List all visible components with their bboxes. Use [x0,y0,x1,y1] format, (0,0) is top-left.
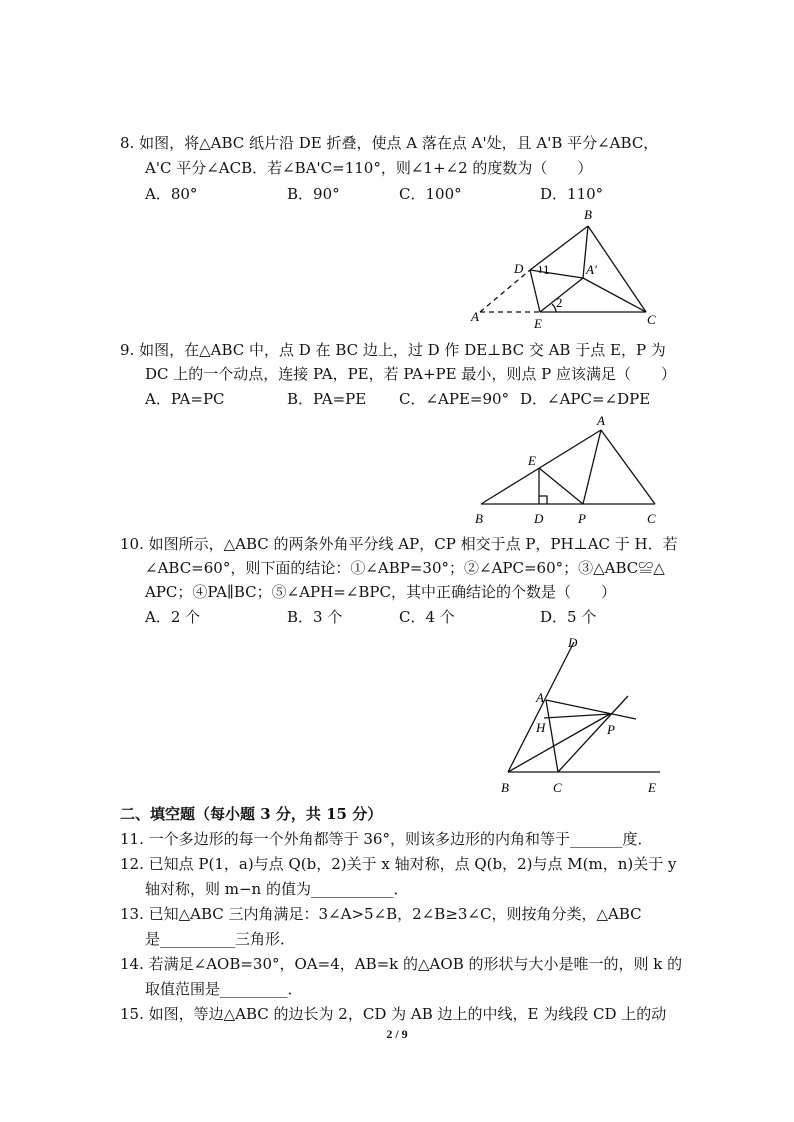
q10-option-c: C．4 个 [399,608,455,626]
q8-option-b: B．90° [287,185,340,203]
q13-line1: 13. 已知△ABC 三内角满足：3∠A>5∠B，2∠B≥3∠C，则按角分类，△ABC [120,905,642,923]
q9-label-d: D [534,511,544,526]
q10-line3: APC；④PA∥BC；⑤∠APH=∠BPC，其中正确结论的个数是（ ） [145,583,616,601]
q9-option-a: A．PA=PC [145,390,225,408]
q10-label-b: B [501,780,509,795]
q10-option-b: B．3 个 [287,608,343,626]
q8-option-d: D．110° [540,185,604,203]
q9-option-c: C．∠APE=90° [399,390,510,408]
q10-label-p: P [607,722,615,737]
q8-label-one: 1 [543,262,550,277]
q8-label-a-prime: A' [586,262,597,277]
section2-title: 二、填空题（每小题 3 分，共 15 分） [120,805,383,823]
q13-line2: 是__________三角形． [145,930,296,948]
q9-label-a: A [597,413,605,428]
q11-text: 11. 一个多边形的每一个外角都等于 36°，则该多边形的内角和等于_______度． [120,830,653,848]
q10-label-a: A [536,690,544,705]
q12-line1: 12. 已知点 P(1，a)与点 Q(b，2)关于 x 轴对称，点 Q(b，2)与点 M(m，n)关于 y [120,855,677,873]
q10-line1: 10. 如图所示，△ABC 的两条外角平分线 AP，CP 相交于点 P，PH⊥AC 于 H．若 [120,535,678,553]
q8-label-a: A [471,309,479,324]
q9-label-b: B [475,511,483,526]
q8-label-c: C [647,312,656,327]
page-number: 2 / 9 [386,1027,408,1041]
q10-figure [490,630,670,800]
q10-label-h: H [536,720,546,735]
q9-option-d: D．∠APC=∠DPE [520,390,651,408]
q10-label-c: C [553,780,562,795]
q8-line1: 8. 如图，将△ABC 纸片沿 DE 折叠，使点 A 落在点 A'处，且 A'B 平分∠ABC， [120,134,659,152]
q8-figure [460,200,670,332]
q10-label-e: E [648,780,656,795]
q8-option-a: A．80° [145,185,198,203]
q9-label-c: C [647,511,656,526]
q8-line2: A'C 平分∠ACB．若∠BA'C=110°，则∠1+∠2 的度数为（ ） [145,159,593,177]
q8-label-b: B [584,207,592,222]
q9-label-e: E [528,453,536,468]
q8-label-d: D [514,261,524,276]
q14-line2: 取值范围是_________． [145,980,303,998]
q8-label-two: 2 [556,295,563,310]
q8-label-e: E [534,316,542,331]
q12-line2: 轴对称，则 m−n 的值为___________． [145,880,409,898]
q10-label-d: D [568,635,578,650]
q8-option-c: C．100° [399,185,462,203]
q10-line2: ∠ABC=60°，则下面的结论：①∠ABP=30°；②∠APC=60°；③△ABC≌△ [145,559,665,577]
q9-line1: 9. 如图，在△ABC 中，点 D 在 BC 边上，过 D 作 DE⊥BC 交 AB 于点 E，P 为 [120,341,666,359]
q9-option-b: B．PA=PE [287,390,367,408]
q9-line2: DC 上的一个动点，连接 PA，PE，若 PA+PE 最小，则点 P 应该满足（ ） [145,365,676,383]
q9-figure [465,410,675,530]
q9-label-p: P [578,511,586,526]
q14-line1: 14. 若满足∠AOB=30°，OA=4，AB=k 的△AOB 的形状与大小是唯一的，则 k 的 [120,955,683,973]
q15-line1: 15. 如图，等边△ABC 的边长为 2，CD 为 AB 边上的中线，E 为线段 CD 上的动 [120,1005,667,1023]
q10-option-d: D．5 个 [540,608,597,626]
q10-option-a: A．2 个 [145,608,201,626]
